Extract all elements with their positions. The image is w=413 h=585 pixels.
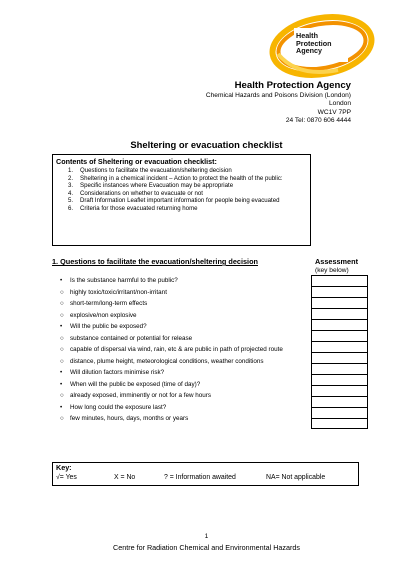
circle-bullet-icon: ○ — [60, 357, 64, 365]
contents-item: 1. Questions to facilitate the evacuation/sheltering decision — [68, 167, 232, 174]
key-row — [56, 473, 355, 483]
section-heading: 1. Questions to facilitate the evacuation/sheltering decision — [52, 257, 258, 266]
logo-line-2: Protection — [296, 38, 332, 48]
question-item: • Will the public be exposed? — [60, 323, 147, 330]
question-item: • Is the substance harmful to the public? — [60, 277, 178, 284]
contents-item: 3. Specific instances where Evacuation may be appropriate — [68, 182, 234, 190]
question-item: • Will dilution factors minimise risk? — [60, 369, 165, 376]
circle-bullet-icon: ○ — [60, 311, 64, 319]
key-heading: Key: — [56, 463, 72, 472]
logo-text — [296, 32, 332, 55]
circle-bullet-icon: ○ — [60, 415, 64, 422]
org-division: Chemical Hazards and Poisons Division (London) — [205, 92, 351, 99]
contents-list — [68, 167, 307, 213]
bullet-icon: • — [60, 277, 63, 284]
footer-text: Centre for Radiation Chemical and Environmental Hazards — [113, 543, 300, 552]
key-box — [52, 462, 359, 486]
key-no: X = No — [114, 473, 136, 481]
circle-bullet-icon: ○ — [60, 346, 64, 353]
contents-item: 6. Criteria for those evacuated returning home — [68, 204, 198, 212]
question-subitem: ○ already exposed, imminently or not for a few hours — [60, 392, 212, 399]
question-subitem: ○ substance contained or potential for release — [60, 334, 193, 342]
question-list — [60, 277, 310, 427]
question-subitem: ○ few minutes, hours, days, months or years — [60, 415, 189, 422]
bullet-icon: • — [60, 403, 63, 411]
question-subitem: ○ explosive/non explosive — [60, 311, 137, 319]
key-not-applicable: NA= Not applicable — [266, 473, 326, 481]
circle-bullet-icon: ○ — [60, 300, 64, 307]
circle-bullet-icon: ○ — [60, 288, 64, 296]
org-name: Health Protection Agency — [234, 80, 351, 91]
document-title: Sheltering or evacuation checklist — [130, 139, 283, 150]
org-telephone: 24 Tel: 0870 606 4444 — [285, 117, 351, 125]
logo-line-3: Agency — [296, 46, 322, 56]
org-address-block — [206, 80, 351, 126]
assessment-heading: Assessment — [315, 257, 358, 266]
org-city: London — [328, 100, 351, 108]
question-item: • How long could the exposure last? — [60, 403, 167, 411]
key-yes: √= Yes — [56, 473, 77, 481]
key-awaited: ? = Information awaited — [164, 473, 236, 481]
org-postcode: WC1V 7PP — [317, 108, 351, 116]
circle-bullet-icon: ○ — [60, 334, 64, 342]
contents-item: 4. Considerations on whether to evacuate or not — [68, 189, 203, 197]
assessment-grid[interactable] — [311, 275, 368, 429]
bullet-icon: • — [60, 369, 63, 376]
circle-bullet-icon: ○ — [60, 392, 64, 399]
logo-line-1: Health — [296, 31, 318, 40]
assessment-subheading: (key below) — [315, 267, 349, 274]
contents-heading: Contents of Sheltering or evacuation checklist: — [56, 157, 217, 166]
contents-box — [52, 154, 311, 246]
page-number: 1 — [204, 533, 209, 540]
question-subitem: ○ capable of dispersal via wind, rain, etc & are public in path of projected route — [60, 346, 283, 353]
question-item: • When will the public be exposed (time of day)? — [60, 380, 201, 388]
question-subitem: ○ short-term/long-term effects — [60, 300, 148, 307]
bullet-icon: • — [60, 380, 63, 388]
bullet-icon: • — [60, 323, 63, 330]
contents-item: 2. Sheltering in a chemical incident – Action to protect the health of the public: — [68, 174, 283, 182]
contents-item: 5. Draft Information Leaflet important information for people being evacuated — [68, 197, 280, 205]
question-subitem: ○ distance, plume height, meteorological conditions, weather conditions — [60, 357, 264, 365]
question-subitem: ○ highly toxic/toxic/irritant/non-irritant — [60, 288, 167, 296]
